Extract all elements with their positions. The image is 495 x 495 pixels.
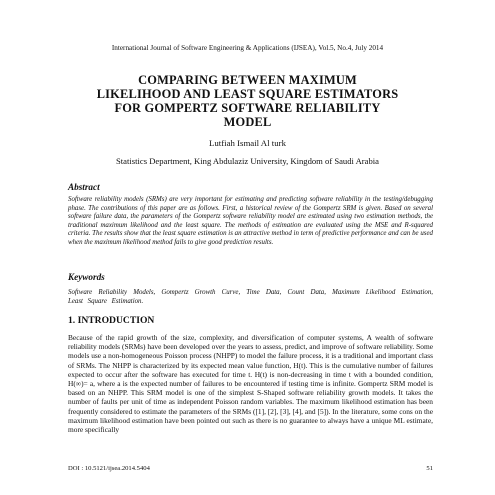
journal-header: International Journal of Software Engineering & Applications (IJSEA), Vol.5, No.4, July 2014 (111, 44, 384, 52)
paper-title: COMPARING BETWEEN MAXIMUM LIKELIHOOD AND LEAST SQUARE ESTIMATORS FOR GOMPERTZ SOFTWARE RELIABILITY MODEL (96, 73, 399, 129)
footer-doi: DOI : 10.5121/ijsea.2014.5404 (68, 465, 150, 472)
author-affiliation: Statistics Department, King Abdulaziz University, Kingdom of Saudi Arabia (116, 156, 379, 166)
abstract-text: Software reliability models (SRMs) are very important for estimating and predicting software reliability in the testing/debugging phase. The contributions of this paper are as follows. First, a historical review of the Gompertz SRM is given. Based on several software failure data, the parameters of the Gompertz software reliability model are estimated using two estimation methods, the traditional maximum likelihood and the least square. The methods of estimation are evaluated using the MSE and R-squared criteria. The results show that the least square estimation is an attractive method in term of predictive performance and can be used when the maximum likelihood method fails to give good prediction results. (68, 196, 433, 246)
keywords-text: Software Reliability Models, Gompertz Growth Curve, Time Data, Count Data, Maximum Likelihood Estimation, Least Square Estimation. (68, 289, 433, 305)
abstract-heading: Abstract (68, 182, 100, 192)
author-name: Lutfiah Ismail Al turk (209, 138, 286, 148)
introduction-text: Because of the rapid growth of the size, complexity, and diversification of computer systems, A wealth of software reliability models (SRMs) have been developed over the years to assess, predict, and improve of software reliability. Some models use a non-homogeneous Poisson process (NHPP) to model the failure process, it is a traditional and important class of SRMs. The NHPP is characterized by its expected mean value function, H(t). This is the cumulative number of failures expected to occur after the software has executed for time t. H(t) is non-decreasing in time t with a bounded condition, H(∞)= a, where a is the expected number of failures to be encountered if testing time is infinite. Gompertz SRM model is based on an NHPP. This SRM model is one of the simplest S-Shaped software reliability growth models. It takes the number of faults per unit of time as independent Poisson random variables. The maximum likelihood estimation has been frequently considered to estimate the parameters of the SRMs ([1], [2], [3], [4], and [5]). In the literature, some cons on the maximum likelihood estimation have been pointed out such as there is no guarantee to always have a unique ML estimate, more specifically (68, 333, 433, 435)
keywords-heading: Keywords (68, 272, 105, 282)
introduction-heading: 1. INTRODUCTION (68, 315, 155, 326)
page-number: 51 (426, 465, 433, 472)
